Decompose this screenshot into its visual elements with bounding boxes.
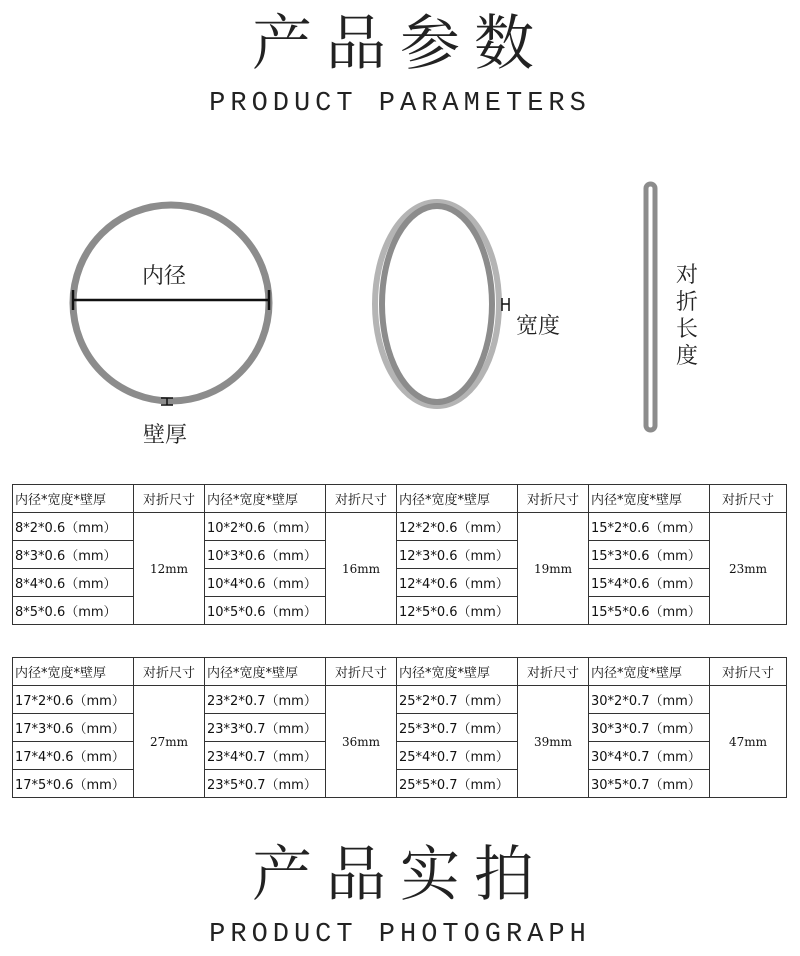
size-spec-cell: 23*3*0.7（mm） — [205, 714, 326, 742]
size-spec-cell: 12*5*0.6（mm） — [397, 597, 518, 625]
table-header-row — [13, 485, 787, 513]
fold-size-cell: 36mm — [326, 686, 397, 798]
header-fold-size: 对折尺寸 — [134, 485, 205, 513]
header-fold-size: 对折尺寸 — [710, 658, 787, 686]
parameters-title-cn: 产品参数 — [252, 9, 548, 79]
size-spec-cell: 12*4*0.6（mm） — [397, 569, 518, 597]
fold-size-cell: 47mm — [710, 686, 787, 798]
header-fold-size: 对折尺寸 — [518, 485, 589, 513]
header-size-spec: 内径*宽度*壁厚 — [397, 658, 518, 686]
size-spec-cell: 15*2*0.6（mm） — [589, 513, 710, 541]
header-fold-size: 对折尺寸 — [518, 658, 589, 686]
inner-diameter-label: 内径 — [142, 264, 187, 289]
fold-size-cell: 27mm — [134, 686, 205, 798]
wall-thickness-label: 壁厚 — [143, 423, 188, 448]
table-row — [13, 686, 787, 714]
ring-tilted-outer — [375, 202, 499, 406]
fold-size-cell: 19mm — [518, 513, 589, 625]
ring-tilted-inner — [382, 206, 492, 402]
fold-size-cell: 12mm — [134, 513, 205, 625]
table-row — [13, 541, 787, 569]
table-header-row — [13, 658, 787, 686]
size-spec-cell: 30*4*0.7（mm） — [589, 742, 710, 770]
photograph-title-cn: 产品实拍 — [252, 840, 548, 910]
table-row — [13, 714, 787, 742]
size-spec-cell: 17*5*0.6（mm） — [13, 770, 134, 798]
header-size-spec: 内径*宽度*壁厚 — [205, 658, 326, 686]
spec-table-1 — [12, 484, 787, 625]
ring-front-view — [73, 205, 269, 401]
header-size-spec: 内径*宽度*壁厚 — [13, 658, 134, 686]
size-spec-cell: 12*2*0.6（mm） — [397, 513, 518, 541]
folded-band — [646, 184, 655, 430]
fold-size-cell: 39mm — [518, 686, 589, 798]
photograph-title-en: PRODUCT PHOTOGRAPH — [209, 920, 591, 950]
size-spec-cell: 10*4*0.6（mm） — [205, 569, 326, 597]
size-spec-cell: 8*5*0.6（mm） — [13, 597, 134, 625]
size-spec-cell: 23*5*0.7（mm） — [205, 770, 326, 798]
parameters-title-en: PRODUCT PARAMETERS — [209, 89, 591, 119]
size-spec-cell: 8*3*0.6（mm） — [13, 541, 134, 569]
table-row — [13, 597, 787, 625]
header-size-spec: 内径*宽度*壁厚 — [13, 485, 134, 513]
size-spec-cell: 15*4*0.6（mm） — [589, 569, 710, 597]
size-spec-cell: 15*3*0.6（mm） — [589, 541, 710, 569]
size-spec-cell: 17*4*0.6（mm） — [13, 742, 134, 770]
size-spec-cell: 10*3*0.6（mm） — [205, 541, 326, 569]
size-spec-cell: 8*4*0.6（mm） — [13, 569, 134, 597]
size-spec-cell: 17*3*0.6（mm） — [13, 714, 134, 742]
size-spec-cell: 15*5*0.6（mm） — [589, 597, 710, 625]
header-fold-size: 对折尺寸 — [326, 658, 397, 686]
header-size-spec: 内径*宽度*壁厚 — [589, 658, 710, 686]
header-fold-size: 对折尺寸 — [326, 485, 397, 513]
rubber-band-diagram — [0, 0, 800, 470]
size-spec-cell: 30*3*0.7（mm） — [589, 714, 710, 742]
folded-length-label: 对折长度 — [675, 263, 698, 369]
fold-size-cell: 23mm — [710, 513, 787, 625]
header-fold-size: 对折尺寸 — [134, 658, 205, 686]
fold-size-cell: 16mm — [326, 513, 397, 625]
size-spec-cell: 10*5*0.6（mm） — [205, 597, 326, 625]
size-spec-cell: 30*5*0.7（mm） — [589, 770, 710, 798]
size-spec-cell: 8*2*0.6（mm） — [13, 513, 134, 541]
header-size-spec: 内径*宽度*壁厚 — [589, 485, 710, 513]
table-row — [13, 770, 787, 798]
size-spec-cell: 25*5*0.7（mm） — [397, 770, 518, 798]
size-spec-cell: 30*2*0.7（mm） — [589, 686, 710, 714]
size-spec-cell: 23*2*0.7（mm） — [205, 686, 326, 714]
header-size-spec: 内径*宽度*壁厚 — [205, 485, 326, 513]
size-spec-cell: 10*2*0.6（mm） — [205, 513, 326, 541]
size-spec-cell: 12*3*0.6（mm） — [397, 541, 518, 569]
table-row — [13, 742, 787, 770]
table-row — [13, 569, 787, 597]
size-spec-cell: 25*2*0.7（mm） — [397, 686, 518, 714]
size-spec-cell: 23*4*0.7（mm） — [205, 742, 326, 770]
table-row — [13, 513, 787, 541]
size-spec-cell: 17*2*0.6（mm） — [13, 686, 134, 714]
header-fold-size: 对折尺寸 — [710, 485, 787, 513]
spec-table-2 — [12, 657, 787, 798]
width-label: 宽度 — [516, 314, 561, 339]
size-spec-cell: 25*4*0.7（mm） — [397, 742, 518, 770]
size-spec-cell: 25*3*0.7（mm） — [397, 714, 518, 742]
header-size-spec: 内径*宽度*壁厚 — [397, 485, 518, 513]
